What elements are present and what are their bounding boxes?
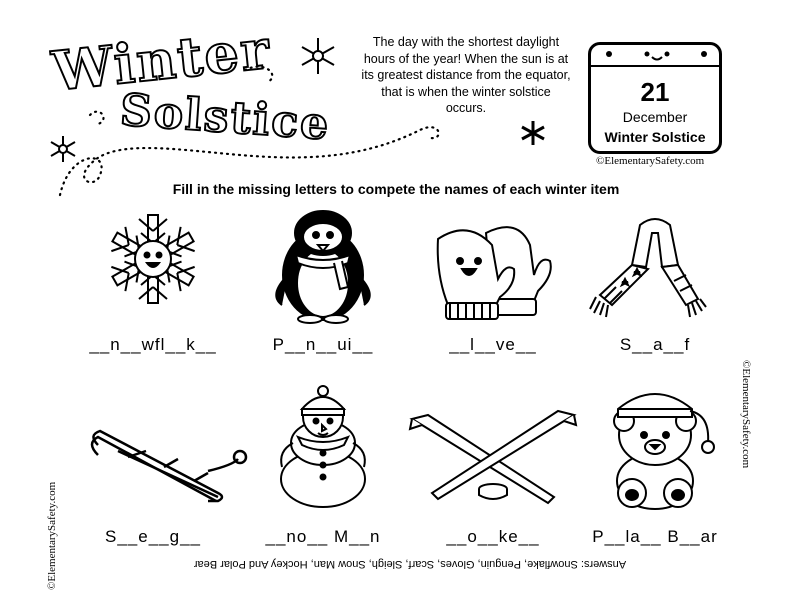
polar-bear-icon — [570, 385, 740, 515]
penguin-icon — [238, 205, 408, 325]
item-sleigh — [68, 385, 238, 546]
side-copyright-right: ©ElementarySafety.com — [740, 360, 752, 469]
puzzle-word[interactable]: S__e__g__ — [105, 527, 201, 546]
item-snowflake — [68, 205, 238, 355]
item-scarf — [570, 205, 740, 355]
item-polar-bear — [570, 385, 740, 546]
item-snowman — [238, 385, 408, 546]
puzzle-word[interactable]: __n__wfl__k__ — [89, 335, 217, 354]
sleigh-icon — [68, 385, 238, 505]
item-gloves — [408, 205, 578, 355]
snowflake-decor-icon — [48, 134, 78, 164]
puzzle-word[interactable]: S__a__f — [619, 335, 691, 354]
puzzle-word[interactable]: P__n__ui__ — [272, 335, 374, 354]
calendar-card — [588, 42, 722, 154]
title-winter: Winter — [49, 16, 274, 104]
answers-key: Answers: Snowflake, Penguin, Gloves, Scarf, Sleigh, Snow Man, Hockey And Polar Bear — [193, 558, 627, 570]
intro-text: The day with the shortest daylight hours of the year! When the sun is at its greatest distance from the equator, that is when the winter solstice occurs. — [361, 35, 571, 115]
gloves-icon — [408, 205, 578, 325]
snowman-icon — [238, 385, 408, 515]
item-penguin — [238, 205, 408, 355]
item-hockey — [408, 385, 578, 546]
puzzle-word[interactable]: __o__ke__ — [446, 527, 540, 546]
hockey-sticks-icon — [408, 385, 578, 515]
copyright-top: ©ElementarySafety.com — [596, 155, 705, 167]
puzzle-word[interactable]: __no__ M__n — [265, 527, 381, 546]
snowflake-icon — [68, 205, 238, 315]
puzzle-word[interactable]: P__la__ B__ar — [592, 527, 718, 546]
side-copyright-left: ©ElementarySafety.com — [46, 481, 58, 590]
calendar-event: Winter Solstice — [604, 129, 706, 145]
puzzle-word[interactable]: __l__ve__ — [449, 335, 537, 354]
scarf-icon — [570, 205, 740, 325]
snowflake-decor-icon — [298, 36, 338, 76]
calendar-day: 21 — [640, 77, 670, 107]
calendar-header — [591, 45, 719, 67]
title-solstice: Solstice — [118, 84, 332, 151]
snowflake-decor-icon — [520, 120, 546, 146]
calendar-month: December — [622, 109, 688, 125]
instructions: Fill in the missing letters to compete the names of each winter item — [172, 181, 620, 197]
